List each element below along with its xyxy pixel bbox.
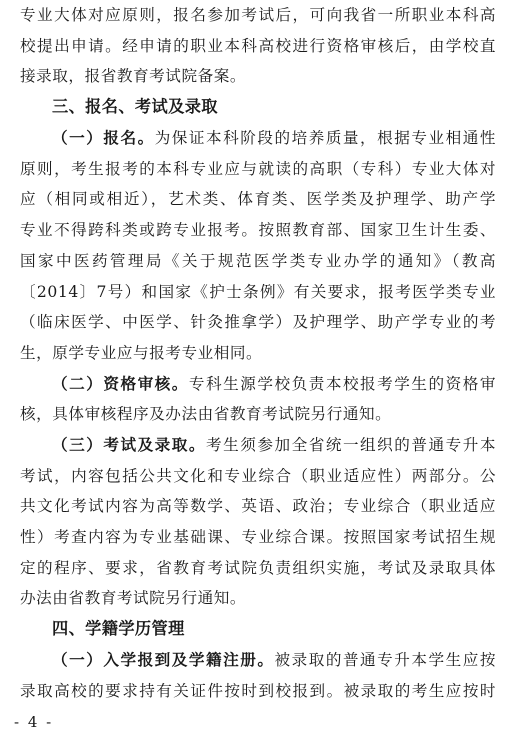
subsection-title-enrollment-registration: （一）入学报到及学籍注册。 bbox=[52, 650, 275, 669]
paragraph-line: 专业不得跨科类或跨专业报考。按照教育部、国家卫生计生委、 bbox=[20, 221, 496, 239]
paragraph-line bbox=[52, 126, 496, 150]
subsection-title-registration: （一）报名。 bbox=[52, 128, 155, 147]
paragraph-line: 录取高校的要求持有关证件按时到校报到。被录取的考生应按时 bbox=[20, 682, 496, 700]
paragraph-line: 应（相同或相近），艺术类、体育类、医学类及护理学、助产学 bbox=[20, 190, 496, 208]
paragraph-line: 校提出申请。经申请的职业本科高校进行资格审核后，由学校直 bbox=[20, 37, 496, 55]
subsection-title-qualification-review: （二）资格审核。 bbox=[52, 374, 189, 393]
paragraph-line: 共文化考试内容为高等数学、英语、政治；专业综合（职业适应 bbox=[20, 497, 496, 515]
paragraph-line: 办法由省教育考试院另行通知。 bbox=[20, 589, 247, 607]
paragraph-line: 考试，内容包括公共文化和专业综合（职业适应性）两部分。公 bbox=[20, 467, 496, 485]
paragraph-text: 被录取的普通专升本学生应按 bbox=[274, 651, 496, 669]
paragraph-line: 生，原学专业应与报考专业相同。 bbox=[20, 344, 263, 362]
paragraph-line: （临床医学、中医学、针灸推拿学）及护理学、助产学专业的考 bbox=[20, 313, 496, 331]
paragraph-text: 考生须参加全省统一组织的普通专升本 bbox=[206, 436, 496, 454]
paragraph-line: 原则，考生报考的本科专业应与就读的高职（专科）专业大体对 bbox=[20, 160, 496, 178]
paragraph-line bbox=[52, 648, 496, 672]
paragraph-line: 接录取，报省教育考试院备案。 bbox=[20, 67, 247, 85]
paragraph-text: 专科生源学校负责本校报考学生的资格审 bbox=[188, 375, 496, 393]
paragraph-line: 核，具体审核程序及办法由省教育考试院另行通知。 bbox=[20, 405, 392, 423]
subsection-title-exam-and-admission: （三）考试及录取。 bbox=[52, 435, 207, 454]
paragraph-line: 定的程序、要求，省教育考试院负责组织实施，考试及录取具体 bbox=[20, 559, 496, 577]
paragraph-line bbox=[52, 433, 496, 457]
paragraph-text: 为保证本科阶段的培养质量，根据专业相通性 bbox=[154, 129, 496, 147]
paragraph-line: 性）考查内容为专业基础课、专业综合课。按照国家考试招生规 bbox=[20, 528, 496, 546]
paragraph-line: 〔2014〕7号）和国家《护士条例》有关要求，报考医学类专业 bbox=[20, 283, 496, 301]
section-heading-student-status-management: 四、学籍学历管理 bbox=[52, 619, 185, 638]
section-heading-registration-exam-admission: 三、报名、考试及录取 bbox=[52, 97, 218, 116]
paragraph-line: 国家中医药管理局《关于规范医学类专业办学的通知》（教高 bbox=[20, 252, 496, 270]
page-number: - 4 - bbox=[14, 713, 54, 731]
paragraph-line bbox=[52, 372, 496, 396]
paragraph-line: 专业大体对应原则，报名参加考试后，可向我省一所职业本科高 bbox=[20, 6, 496, 24]
